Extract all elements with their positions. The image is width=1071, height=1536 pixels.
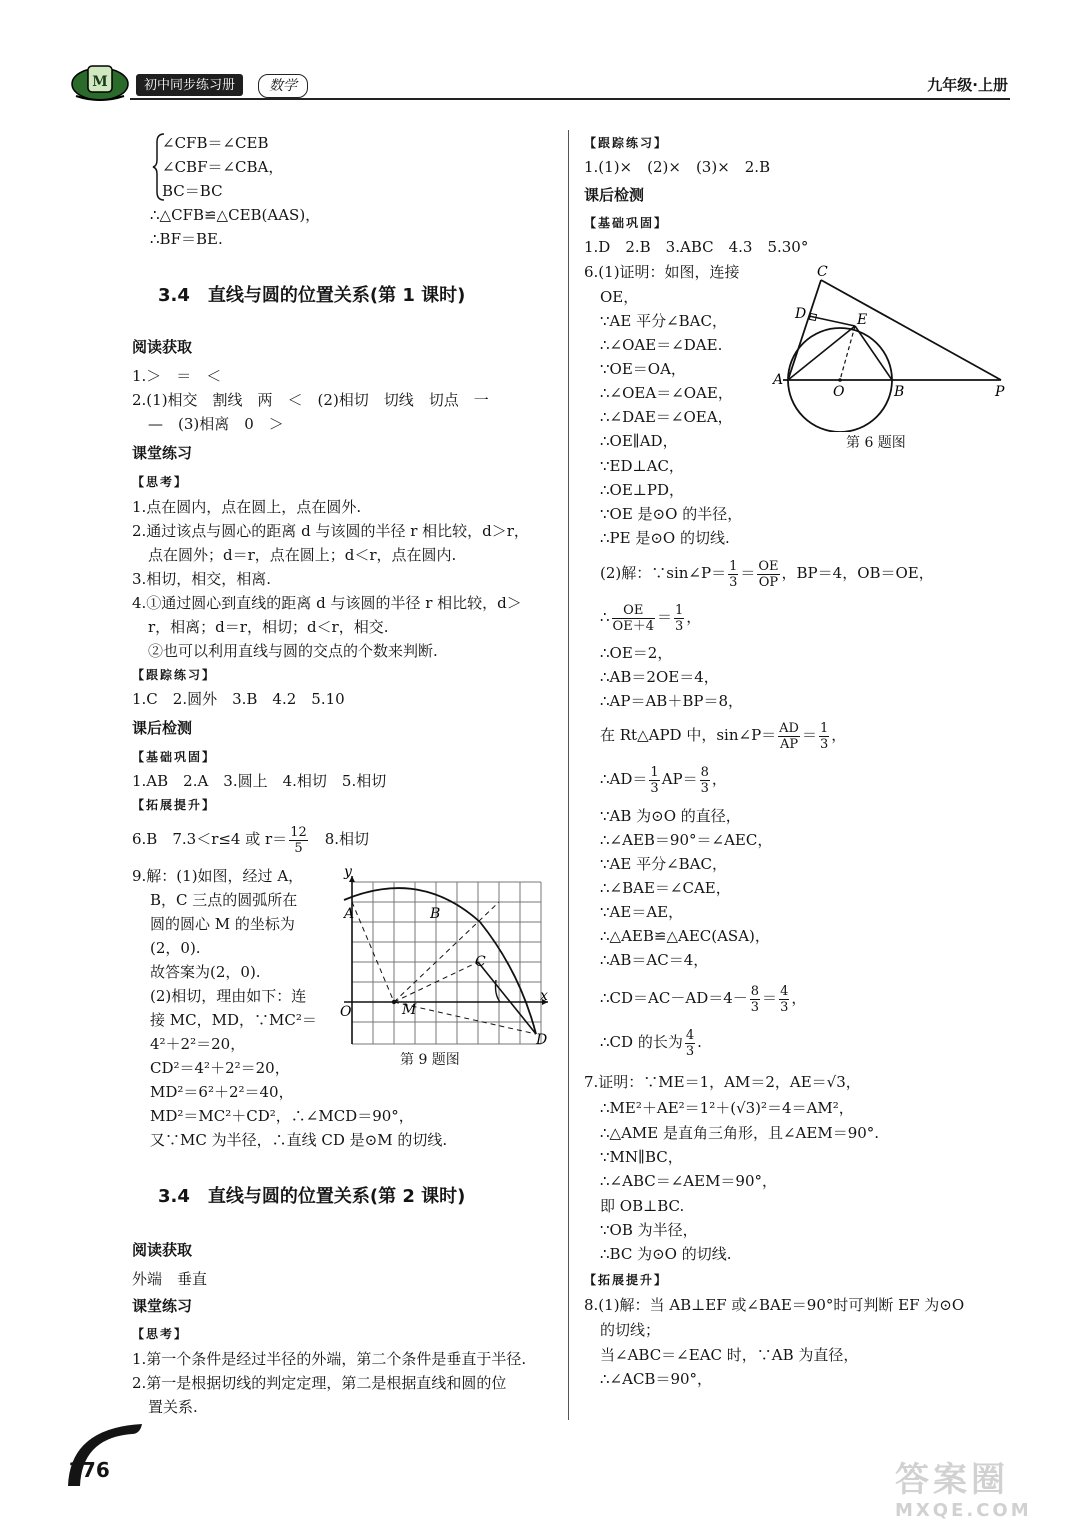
point-label-a: A: [344, 906, 355, 922]
text-fragment: ，: [711, 770, 727, 788]
text-line: ∵OB 为半径，: [600, 1221, 698, 1239]
series-label-box: [136, 74, 243, 96]
text-fragment: ，BP＝4，OB＝OE，: [781, 564, 934, 582]
text-fragment: ∴CD＝AC－AD＝4－: [600, 989, 748, 1007]
figure-9: [330, 862, 555, 1052]
fraction: [700, 765, 710, 796]
subheading: 课后检测: [584, 186, 645, 204]
column-divider: [568, 130, 569, 1420]
tag-label: 【基础巩固】: [584, 216, 669, 230]
denominator: 3: [685, 1043, 695, 1059]
text-line: ∴AB＝2OE＝4，: [600, 668, 719, 686]
numerator: 1: [820, 720, 829, 736]
math-line: [600, 718, 846, 752]
numerator: 1: [650, 764, 659, 780]
text-fragment: ＝: [762, 989, 778, 1007]
math-line: (2)解：∵sin∠P＝ $\frac{1}{3}$ ＝ $\frac{OE}{OP}$ ，BP＝4，OB＝OE，: [600, 558, 934, 590]
tag-label: 【拓展提升】: [584, 1273, 669, 1287]
numerator: 8: [700, 764, 709, 780]
text-line: ∴BF＝BE.: [150, 230, 223, 248]
watermark: [895, 1460, 1065, 1530]
figure-6: [765, 262, 1015, 432]
text-line: BC＝BC: [162, 182, 223, 200]
text-line: 4²＋2²＝20，: [150, 1035, 246, 1053]
numerator: AD: [779, 720, 799, 736]
point-label-o: O: [833, 384, 845, 400]
point-label-o: O: [340, 1004, 352, 1020]
header-bar: [70, 62, 1010, 104]
text-line: 圆的圆心 M 的坐标为: [150, 915, 295, 933]
text-line: 故答案为(2，0).: [150, 963, 261, 981]
fraction: [778, 721, 800, 752]
fraction: [685, 1028, 695, 1059]
axis-label-y: y: [344, 864, 352, 880]
text-line: ∵AE 平分∠BAC，: [600, 855, 727, 873]
text-line: ∴△AEB≌△AEC(ASA)，: [600, 927, 770, 945]
text-line: ∴∠OEA＝∠OAE，: [600, 384, 733, 402]
fraction: [649, 765, 659, 796]
subject: 数学: [269, 78, 297, 94]
numerator: 1: [674, 602, 684, 618]
text-line: 7.证明：∵ME＝1，AM＝2，AE＝√3，: [584, 1073, 861, 1091]
text-line: ∴∠DAE＝∠OEA，: [600, 408, 733, 426]
q6-line: [132, 822, 369, 856]
axis-label-x: x: [540, 988, 548, 1004]
point-label-d: D: [536, 1032, 548, 1048]
grade-label: 九年级·上册: [927, 76, 1008, 94]
text-fragment: ，: [791, 989, 807, 1007]
subheading: 课堂练习: [132, 1297, 193, 1315]
text-line: ∴∠BAE＝∠CAE，: [600, 879, 731, 897]
denominator: OE＋4: [612, 618, 654, 634]
page-number: 176: [68, 1458, 110, 1482]
text-line: ∴ME²＋AE²＝1²＋(√3)²＝4＝AM²，: [600, 1099, 854, 1117]
text-line: ②也可以利用直线与圆的交点的个数来判断.: [148, 642, 438, 660]
text-line: 6.(1)证明：如图，连接: [584, 263, 740, 281]
text-line: 1.C 2.圆外 3.B 4.2 5.10: [132, 690, 345, 708]
text-fragment: ∴AD＝: [600, 770, 648, 788]
text-line: ∵AE＝AE，: [600, 903, 684, 921]
numerator: 1: [729, 558, 738, 574]
text-line: 1.第一个条件是经过半径的外端，第二个条件是垂直于半径.: [132, 1350, 527, 1368]
q6-suffix: 8.相切: [309, 830, 370, 848]
figure-6-caption: 第 6 题图: [846, 435, 906, 451]
denominator: AP: [780, 736, 799, 752]
text-line: 1.＞ ＝ ＜: [132, 367, 222, 385]
text-line: 即 OB⊥BC.: [600, 1197, 685, 1215]
text-line: ∵ED⊥AC，: [600, 457, 684, 475]
numerator: 4: [685, 1027, 695, 1043]
logo-icon: [70, 62, 134, 102]
tag-label: 【基础巩固】: [132, 750, 217, 764]
text-line: r，相离；d＝r，相切；d＜r，相交.: [148, 618, 389, 636]
watermark-text: 答案圈: [895, 1460, 1009, 1500]
text-line: 的切线；: [600, 1321, 661, 1339]
denominator: OP: [758, 574, 779, 590]
denominator: 3: [700, 780, 709, 796]
subheading: 课后检测: [132, 719, 193, 737]
text-fragment: 在 Rt△APD 中，sin∠P＝: [600, 726, 777, 744]
point-label-m: M: [402, 1002, 417, 1018]
denominator: 3: [729, 574, 738, 590]
text-line: — (3)相离 0 ＞: [148, 415, 284, 433]
text-line: ∴AB＝AC＝4，: [600, 951, 709, 969]
text-line: ∴∠AEB＝90°＝∠AEC，: [600, 831, 773, 849]
fraction: [612, 603, 655, 634]
numerator: OE: [612, 603, 655, 619]
fraction: [750, 984, 760, 1015]
text-line: 2.(1)相交 割线 两 ＜ (2)相切 切线 切点 一: [132, 391, 489, 409]
numerator: OE: [758, 558, 779, 574]
subject-box: [258, 74, 308, 98]
text-line: OE，: [600, 288, 639, 306]
text-fragment: ∴: [600, 608, 610, 626]
text-line: (2)相切，理由如下：连: [150, 987, 307, 1005]
fraction: [757, 559, 779, 590]
text-line: 8.(1)解：当 AB⊥EF 或∠BAE＝90°时可判断 EF 为⊙O: [584, 1296, 965, 1314]
text-line: ∴∠OAE＝∠DAE.: [600, 336, 723, 354]
point-label-c: C: [475, 954, 486, 970]
text-line: ∵AB 为⊙O 的直径，: [600, 807, 741, 825]
denominator: 5: [294, 840, 303, 856]
text-fragment: ＝: [801, 726, 817, 744]
tag-label: 【思考】: [132, 475, 189, 489]
tag-label: 【思考】: [132, 1327, 189, 1341]
fraction: [728, 559, 738, 590]
svg-text:M: M: [92, 74, 108, 90]
text-line: 1.点在圆内，点在圆上，点在圆外.: [132, 498, 362, 516]
text-fragment: ∴CD 的长为: [600, 1033, 683, 1051]
denominator: 3: [674, 618, 684, 634]
math-line: [600, 981, 806, 1015]
denominator: 3: [750, 999, 760, 1015]
text-line: MD²＝MC²＋CD²，∴∠MCD＝90°，: [150, 1107, 414, 1125]
numerator: 12: [290, 824, 307, 840]
text-line: ∠CBF＝∠CBA，: [162, 158, 284, 176]
point-label-b: B: [430, 906, 441, 922]
text-line: 外端 垂直: [132, 1270, 208, 1288]
text-line: ∴BC 为⊙O 的切线.: [600, 1245, 732, 1263]
text-line: ∴OE⊥PD，: [600, 481, 685, 499]
header-rule: [130, 98, 1010, 100]
text-line: B，C 三点的圆弧所在: [150, 891, 298, 909]
text-line: 4.①通过圆心到直线的距离 d 与该圆的半径 r 相比较，d＞: [132, 594, 522, 612]
text-line: ∵AE 平分∠BAC，: [600, 312, 727, 330]
text-line: 3.相切，相交，相离.: [132, 570, 272, 588]
denominator: 3: [650, 780, 659, 796]
text-line: ∴OE∥AD，: [600, 432, 678, 450]
text-line: 2.通过该点与圆心的距离 d 与该圆的半径 r 相比较，d＞r，: [132, 522, 529, 540]
text-line: MD²＝6²＋2²＝40，: [150, 1083, 294, 1101]
math-line: [600, 762, 727, 796]
text-line: CD²＝4²＋2²＝20，: [150, 1059, 290, 1077]
text-line: ∴OE＝2，: [600, 644, 673, 662]
subheading: 阅读获取: [132, 1241, 193, 1259]
text-line: 1.D 2.B 3.ABC 4.3 5.30°: [584, 238, 809, 256]
text-line: ∴PE 是⊙O 的切线.: [600, 529, 730, 547]
point-label-e: E: [857, 312, 868, 328]
text-fragment: ＝: [656, 608, 672, 626]
tag-label: 【拓展提升】: [132, 798, 217, 812]
text-line: 又∵MC 为半径，∴直线 CD 是⊙M 的切线.: [150, 1131, 448, 1149]
text-line: ∴△CFB≌△CEB(AAS)，: [150, 206, 321, 224]
tag-label: 【跟踪练习】: [132, 668, 217, 682]
numerator: 4: [780, 983, 789, 999]
q6-prefix: 6.B 7.3＜r≤4 或 r＝: [132, 830, 288, 848]
section-title-1: 3.4 直线与圆的位置关系(第 1 课时): [158, 285, 466, 306]
subheading: 阅读获取: [132, 338, 193, 356]
text-line: ∴△AME 是直角三角形，且∠AEM＝90°.: [600, 1124, 880, 1142]
text-line: 当∠ABC＝∠EAC 时，∵AB 为直径，: [600, 1346, 859, 1364]
text-line: 置关系.: [148, 1398, 198, 1416]
watermark-url: MXQE.COM: [895, 1500, 1032, 1521]
text-fragment: (2)解：∵sin∠P＝: [600, 564, 727, 582]
figure-9-caption: 第 9 题图: [400, 1052, 460, 1068]
text-line: 点在圆外；d＝r，点在圆上；d＜r，点在圆内.: [148, 546, 457, 564]
text-fragment: AP＝: [661, 770, 698, 788]
point-label-p: P: [995, 384, 1005, 400]
text-line: 1.AB 2.A 3.圆上 4.相切 5.相切: [132, 772, 387, 790]
text-line: (2，0).: [150, 939, 201, 957]
fraction: [779, 984, 789, 1015]
text-line: 9.解：(1)如图，经过 A，: [132, 867, 304, 885]
text-fragment: ，: [686, 608, 702, 626]
denominator: 3: [820, 736, 829, 752]
point-label-d: D: [795, 306, 807, 322]
text-line: ∴∠ABC＝∠AEM＝90°，: [600, 1172, 778, 1190]
text-line: ∵MN∥BC，: [600, 1148, 683, 1166]
text-line: ∵OE＝OA，: [600, 360, 686, 378]
fraction: [289, 825, 308, 856]
fraction: [674, 603, 684, 634]
subheading: 课堂练习: [132, 444, 193, 462]
denominator: 3: [780, 999, 789, 1015]
series-label: 初中同步练习册: [144, 78, 236, 93]
text-line: ∵OE 是⊙O 的半径，: [600, 505, 743, 523]
text-fragment: ，: [831, 726, 847, 744]
fraction: [819, 721, 829, 752]
numerator: 8: [750, 983, 760, 999]
text-line: ∠CFB＝∠CEB: [162, 134, 269, 152]
math-line: [600, 600, 701, 634]
text-fragment: .: [697, 1033, 702, 1051]
text-line: 2.第一是根据切线的判定定理，第二是根据直线和圆的位: [132, 1374, 507, 1392]
text-line: ∴∠ACB＝90°，: [600, 1370, 713, 1388]
tag-label: 【跟踪练习】: [584, 136, 669, 150]
point-label-a: A: [773, 372, 784, 388]
text-line: 接 MC，MD，∵MC²＝: [150, 1011, 317, 1029]
text-line: 1.(1)× (2)× (3)× 2.B: [584, 158, 771, 176]
point-label-c: C: [817, 264, 828, 280]
math-line: [600, 1025, 702, 1059]
section-title-2: 3.4 直线与圆的位置关系(第 2 课时): [158, 1186, 466, 1207]
point-label-b: B: [894, 384, 905, 400]
text-line: ∴AP＝AB＋BP＝8，: [600, 692, 743, 710]
